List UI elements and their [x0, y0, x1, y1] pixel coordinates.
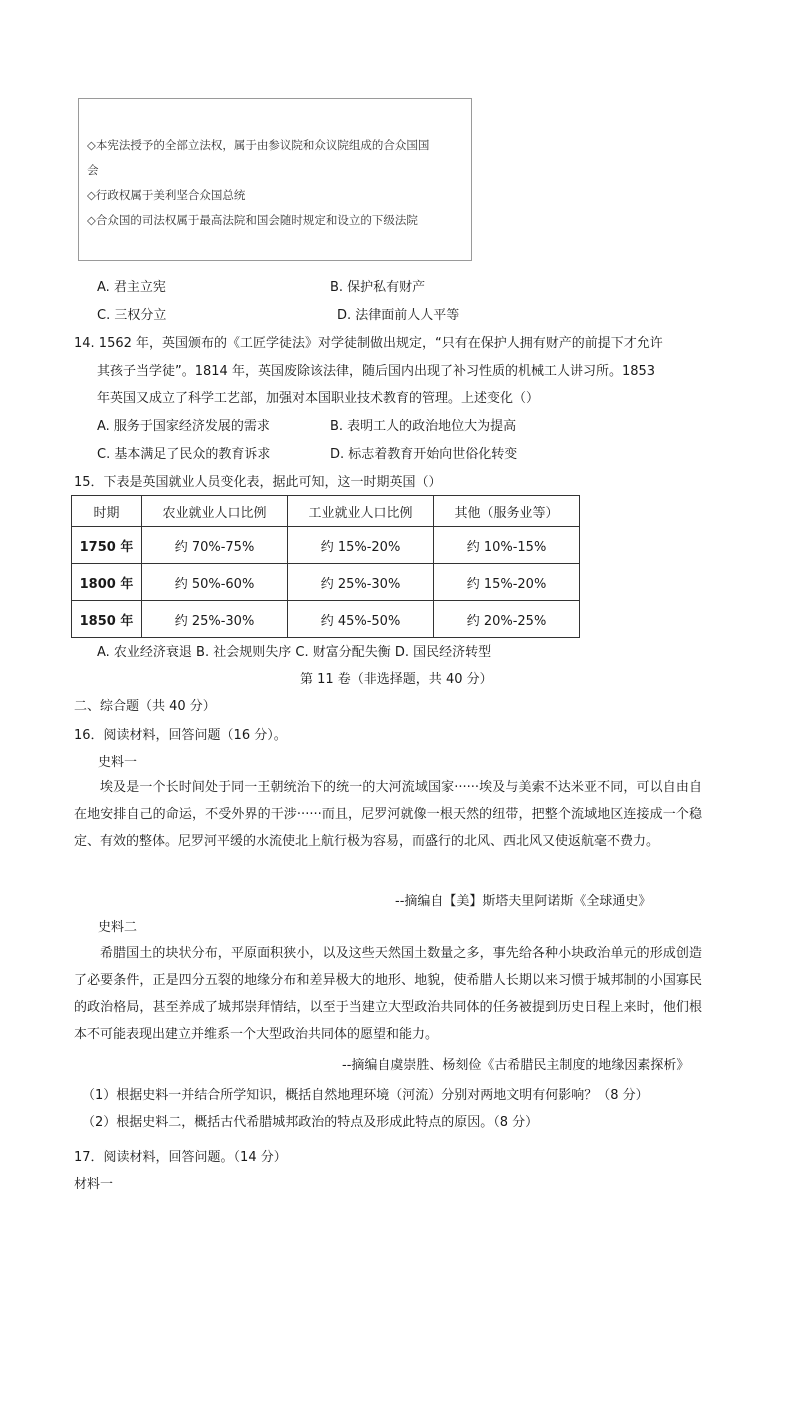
table-cell: 1800 年: [72, 564, 142, 601]
q16-sub-question-2: （2）根据史料二，概括古代希腊城邦政治的特点及形成此特点的原因。（8 分）: [82, 1115, 539, 1130]
table-cell: 1750 年: [72, 527, 142, 564]
q13-option-a: A. 君主立宪: [97, 280, 166, 295]
q16-material-2-source: --摘编自虞崇胜、杨刻俭《古希腊民主制度的地缘因素探析》: [342, 1058, 690, 1073]
table-row: [72, 601, 580, 638]
q14-option-b: B. 表明工人的政治地位大为提高: [330, 419, 517, 434]
table-cell: 约 25%-30%: [142, 601, 288, 638]
quote-line: 会: [87, 163, 99, 177]
q17-material-1-label: 材料一: [74, 1177, 114, 1192]
volume-title: 第 11 卷（非选择题，共 40 分）: [300, 672, 493, 687]
q13-option-d: D. 法律面前人人平等: [337, 308, 460, 323]
table-cell: 约 15%-20%: [288, 527, 434, 564]
table-header-row: [72, 496, 580, 527]
table-row: [72, 564, 580, 601]
q13-option-b: B. 保护私有财产: [330, 280, 426, 295]
q13-option-c: C. 三权分立: [97, 308, 167, 323]
q17-stem: 17．阅读材料，回答问题。（14 分）: [74, 1150, 287, 1165]
table-cell: 约 25%-30%: [288, 564, 434, 601]
q16-material-1-label: 史料一: [98, 755, 138, 770]
q16-material-1-source: --摘编自【美】斯塔夫里阿诺斯《全球通史》: [395, 894, 652, 909]
q16-stem: 16．阅读材料，回答问题（16 分）。: [74, 728, 287, 743]
quote-line: ◇本宪法授予的全部立法权，属于由参议院和众议院组成的合众国国: [87, 138, 430, 152]
q16-material-2-label: 史料二: [98, 920, 138, 935]
q15-options: A. 农业经济衰退 B. 社会规则失序 C. 财富分配失衡 D. 国民经济转型: [97, 645, 492, 660]
table-cell: 约 70%-75%: [142, 527, 288, 564]
table-header-cell: 时期: [72, 496, 142, 527]
q14-line: 年英国又成立了科学工艺部，加强对本国职业技术教育的管理。上述变化（）: [97, 391, 540, 406]
q14-line: 14. 1562 年，英国颁布的《工匠学徒法》对学徒制做出规定，“只有在保护人拥有财产的前提下才允许: [74, 336, 663, 351]
table-cell: 1850 年: [72, 601, 142, 638]
quote-box: [78, 98, 472, 261]
employment-table: [71, 495, 580, 638]
table-cell: 约 20%-25%: [434, 601, 580, 638]
table-header-cell: 农业就业人口比例: [142, 496, 288, 527]
q14-line: 其孩子当学徒”。1814 年，英国废除该法律，随后国内出现了补习性质的机械工人讲习所。1853: [97, 364, 656, 379]
q14-option-d: D. 标志着教育开始向世俗化转变: [330, 447, 518, 462]
table-row: [72, 527, 580, 564]
q16-sub-question-1: （1）根据史料一并结合所学知识，概括自然地理环境（河流）分别对两地文明有何影响？（8 分）: [82, 1088, 649, 1103]
quote-line: ◇行政权属于美利坚合众国总统: [87, 188, 246, 202]
table-header-cell: 其他（服务业等）: [434, 496, 580, 527]
q16-material-2-text: 希腊国土的块状分布，平原面积狭小，以及这些天然国土数量之多，事先给各种小块政治单元的形成创造了必要条件，正是四分五裂的地缘分布和差异极大的地形、地貌，使希腊人长期以来习惯于城邦制的小国寡民的政治格局，甚至养成了城邦崇拜情结，以至于当建立大型政治共同体的任务被提到历史日程上来时，他们根本不可能表现出建立并维系一个大型政治共同体的愿望和能力。: [74, 946, 702, 1042]
table-header-cell: 工业就业人口比例: [288, 496, 434, 527]
q14-option-a: A. 服务于国家经济发展的需求: [97, 419, 270, 434]
table-cell: 约 50%-60%: [142, 564, 288, 601]
table-cell: 约 10%-15%: [434, 527, 580, 564]
q14-option-c: C. 基本满足了民众的教育诉求: [97, 447, 271, 462]
quote-line: ◇合众国的司法权属于最高法院和国会随时规定和设立的下级法院: [87, 213, 418, 227]
section-heading: 二、综合题（共 40 分）: [74, 699, 216, 714]
table-cell: 约 45%-50%: [288, 601, 434, 638]
table-cell: 约 15%-20%: [434, 564, 580, 601]
q15-stem: 15．下表是英国就业人员变化表，据此可知，这一时期英国（）: [74, 475, 442, 490]
q16-material-1-text: 埃及是一个长时间处于同一王朝统治下的统一的大河流域国家······埃及与美索不达米亚不同，可以自由自在地安排自己的命运，不受外界的干涉······而且，尼罗河就像一根天然的纽带，把整个流域地区连接成一个稳定、有效的整体。尼罗河平缓的水流使北上航行极为容易，而盛行的北风、西北风又使返航毫不费力。: [74, 780, 702, 849]
